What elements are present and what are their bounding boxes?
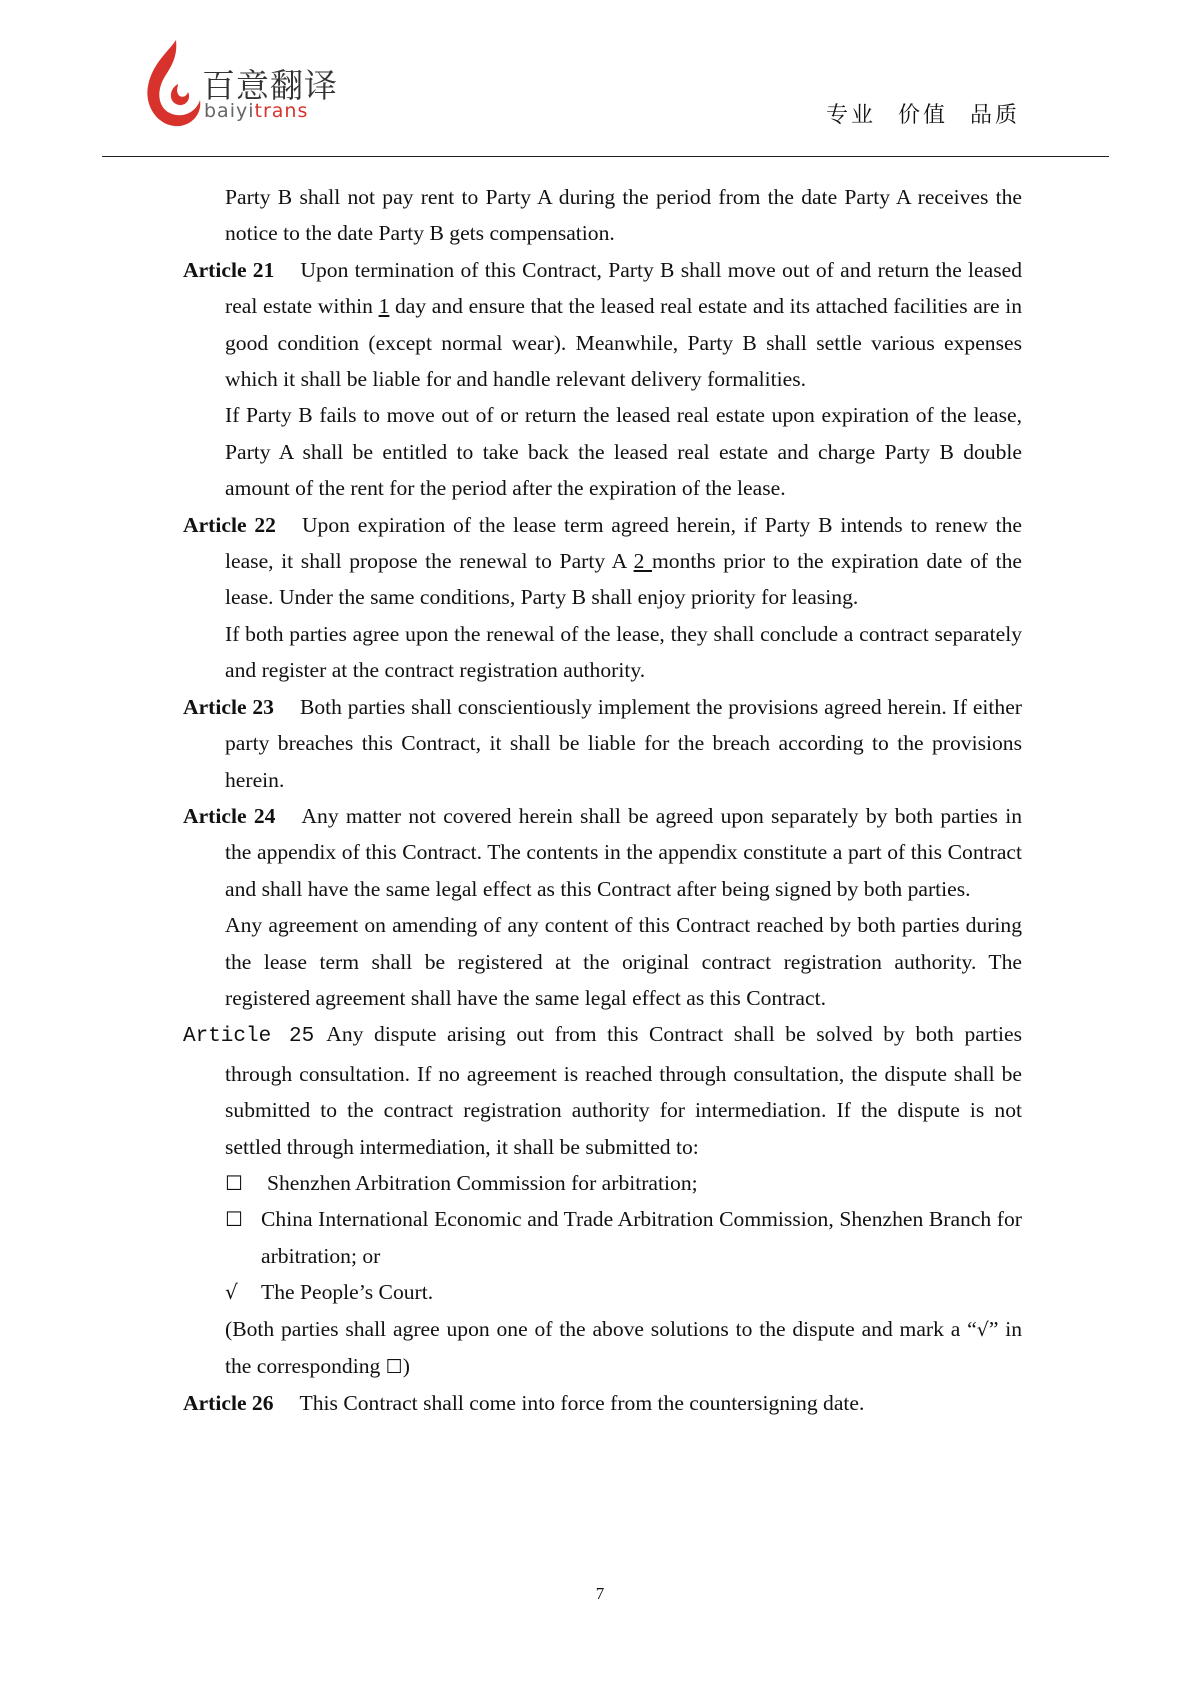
article-21-days-value: 1 xyxy=(378,294,390,319)
paragraph-compensation: Party B shall not pay rent to Party A during the period from the date Party A receives the notice to the date Party B gets compensation. xyxy=(225,185,1022,246)
article-24 xyxy=(183,798,1023,907)
page-header xyxy=(0,0,1200,160)
article-22 xyxy=(183,507,1023,616)
header-slogan: 专业 价值 品质 xyxy=(826,103,1020,128)
brand-name-english-prefix: baiyi xyxy=(204,100,255,122)
article-25-label: Article 25 xyxy=(183,1025,315,1049)
article-21 xyxy=(183,252,1022,398)
article-22-months-value: 2 xyxy=(633,549,653,574)
article-21-label: Article 21 xyxy=(183,257,275,282)
option-checkbox-unchecked: ☐ xyxy=(225,1170,243,1195)
article-22-text-part2: months prior to the expiration date of the lease. Under the same conditions, Party B shall enjoy priority for leasing. xyxy=(225,549,1022,610)
dispute-instruction-note xyxy=(225,1311,1022,1386)
header-divider xyxy=(102,156,1109,157)
article-21-text-part2: day and ensure that the leased real estate and its attached facilities are in good condition (except normal wear). Meanwhile, Party B shall settle various expenses which it shall be liable for and handle relevant delivery formalities. xyxy=(225,294,1022,392)
article-22-paragraph-2: If both parties agree upon the renewal of the lease, they shall conclude a contract separately and register at the contract registration authority. xyxy=(225,621,1022,683)
article-21-paragraph-2: If Party B fails to move out of or return the leased real estate upon expiration of the lease, Party A shall be entitled to take back the leased real estate and charge Party B double amount of the rent for the period after the expiration of the lease. xyxy=(225,403,1022,501)
article-23-label: Article 23 xyxy=(183,694,274,719)
page-number: 7 xyxy=(595,1584,605,1603)
brand-name-english-suffix: trans xyxy=(254,100,309,122)
dispute-option-arbitration-commission xyxy=(225,1165,1022,1201)
dispute-option-label: Shenzhen Arbitration Commission for arbitration; xyxy=(267,1170,698,1195)
article-25-text: Any dispute arising out from this Contract shall be solved by both parties through consultation. If no agreement is reached through consultation, the dispute shall be submitted to the contract registration authority for intermediation. If the dispute is not settled through intermediation, it shall be submitted to: xyxy=(225,1022,1022,1159)
dispute-option-cietac xyxy=(225,1201,1022,1274)
article-25 xyxy=(183,1016,1022,1165)
article-24-label: Article 24 xyxy=(183,803,276,828)
contract-body xyxy=(0,179,1200,1422)
article-26 xyxy=(183,1385,1022,1421)
brand-name-english xyxy=(204,100,308,122)
article-21-text-part1: Upon termination of this Contract, Party B shall move out of and return the leased real estate within xyxy=(225,257,1022,319)
article-23-text: Both parties shall conscientiously implement the provisions agreed herein. If either party breaches this Contract, it shall be liable for the breach according to the provisions herein. xyxy=(225,694,1022,792)
article-26-text: This Contract shall come into force from the countersigning date. xyxy=(299,1391,865,1416)
note-text-part2: ” in the corresponding xyxy=(225,1316,1022,1378)
brand-name-chinese: 百意翻译 xyxy=(202,66,338,105)
article-26-label: Article 26 xyxy=(183,1391,274,1416)
article-22-label: Article 22 xyxy=(183,512,276,537)
flame-logo-icon xyxy=(138,38,204,130)
note-box-symbol: ☐ xyxy=(385,1356,403,1378)
option-checkbox-unchecked: ☐ xyxy=(225,1207,243,1232)
article-24-paragraph-2: Any agreement on amending of any content of this Contract reached by both parties during the lease term shall be registered at the original contract registration authority. The registered agreement shall have the same legal effect as this Contract. xyxy=(225,913,1022,1010)
article-22-text-part1: Upon expiration of the lease term agreed herein, if Party B intends to renew the lease, it shall propose the renewal to Party A xyxy=(225,512,1023,574)
dispute-option-label: The People’s Court. xyxy=(261,1280,434,1305)
article-23 xyxy=(183,689,1022,798)
dispute-option-label: China International Economic and Trade Arbitration Commission, Shenzhen Branch for arbitration; or xyxy=(261,1207,1022,1268)
dispute-option-peoples-court xyxy=(225,1274,1022,1310)
option-check-mark: √ xyxy=(225,1280,238,1305)
note-check-symbol: √ xyxy=(976,1318,989,1341)
note-text-part3: ) xyxy=(402,1354,410,1378)
note-text-part1: (Both parties shall agree upon one of the above solutions to the dispute and mark a “ xyxy=(225,1316,977,1341)
article-24-text: Any matter not covered herein shall be agreed upon separately by both parties in the appendix of this Contract. The contents in the appendix constitute a part of this Contract and shall have the same legal effect as this Contract after being signed by both parties. xyxy=(225,803,1023,901)
